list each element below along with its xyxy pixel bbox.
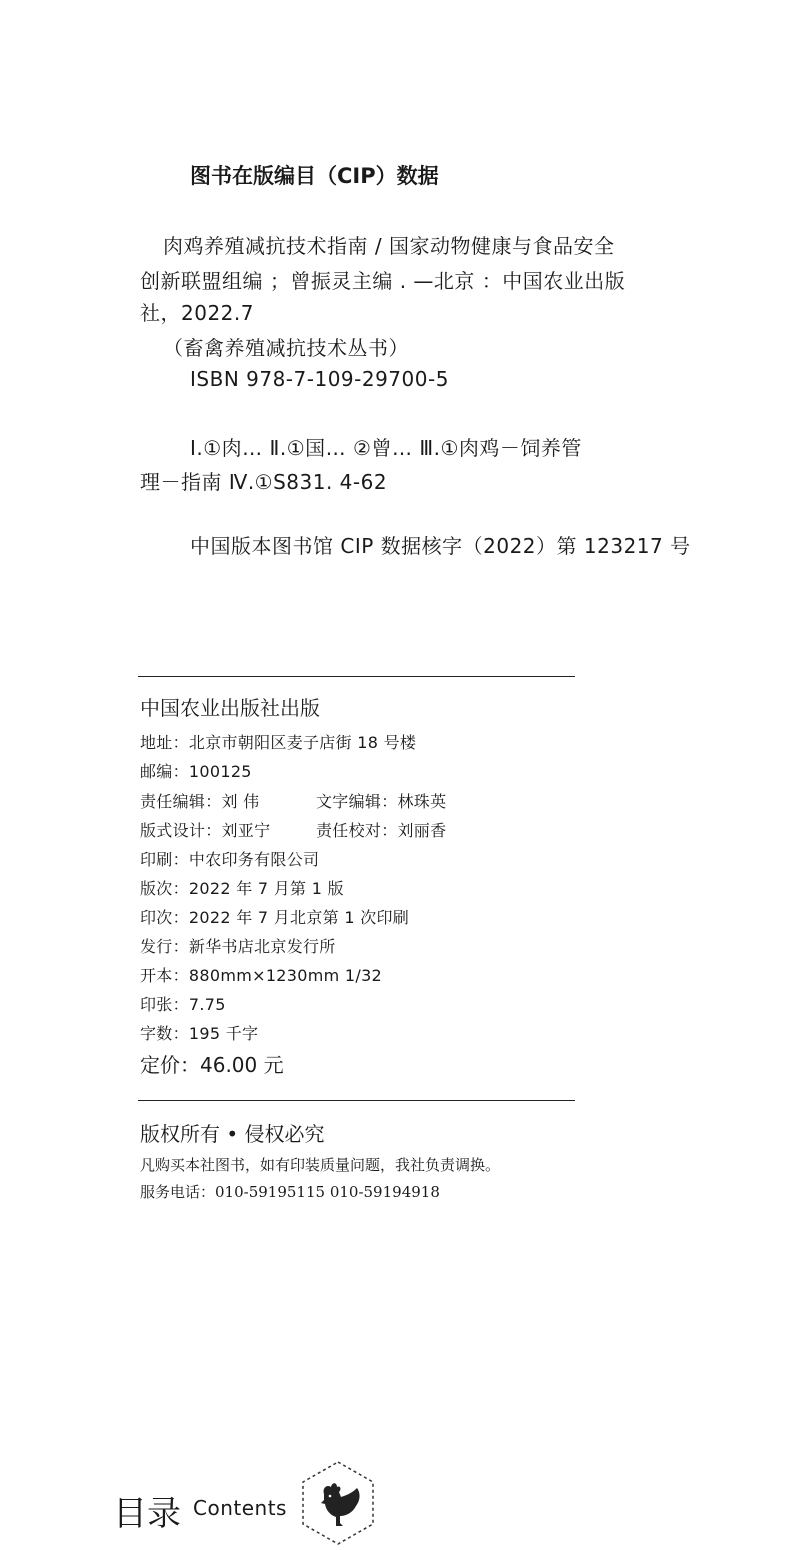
distributor: 发行：新华书店北京发行所: [140, 937, 336, 956]
cip-isbn: ISBN 978-7-109-29700-5: [190, 367, 449, 391]
cip-series: （畜禽养殖减抗技术丛书）: [163, 336, 409, 360]
cip-title: 图书在版编目（CIP）数据: [190, 164, 439, 188]
publisher-name: 中国农业出版社出版: [140, 696, 320, 720]
book-format: 开本：880mm×1230mm 1/32: [140, 966, 383, 985]
cip-classification-1: Ⅰ.①肉… Ⅱ.①国… ②曾… Ⅲ.①肉鸡－饲养管: [190, 436, 582, 460]
cip-classification-2: 理－指南 Ⅳ.①S831. 4-62: [140, 470, 388, 494]
responsible-editor: 责任编辑：刘 伟: [140, 792, 260, 811]
replacement-notice: 凡购买本社图书，如有印装质量问题，我社负责调换。: [140, 1156, 501, 1174]
edition: 版次：2022 年 7 月第 1 版: [140, 879, 344, 898]
impression: 印次：2022 年 7 月北京第 1 次印刷: [140, 908, 410, 927]
cip-record-number: 中国版本图书馆 CIP 数据核字（2022）第 123217 号: [190, 534, 691, 558]
text-editor: 文字编辑：林珠英: [316, 792, 447, 811]
printed-sheets: 印张：7.75: [140, 995, 226, 1014]
cip-line-3: 社，2022.7: [140, 301, 254, 325]
price: 定价：46.00 元: [140, 1053, 284, 1077]
publisher-address: 地址：北京市朝阳区麦子店街 18 号楼: [140, 733, 417, 752]
proofreader: 责任校对：刘丽香: [316, 821, 447, 840]
publisher-postcode: 邮编：100125: [140, 762, 252, 781]
copyright-notice: 版权所有 • 侵权必究: [140, 1122, 325, 1146]
divider-bottom: [138, 1100, 575, 1101]
rooster-icon: [300, 1460, 376, 1546]
word-count: 字数：195 千字: [140, 1024, 259, 1043]
toc-subtitle: Contents: [193, 1496, 287, 1520]
printer: 印刷：中农印务有限公司: [140, 850, 320, 869]
cip-line-1: 肉鸡养殖减抗技术指南 / 国家动物健康与食品安全: [163, 234, 615, 258]
divider-top: [138, 676, 575, 677]
toc-title: 目录: [113, 1494, 181, 1534]
layout-designer: 版式设计：刘亚宁: [140, 821, 271, 840]
service-phone: 服务电话：010-59195115 010-59194918: [140, 1183, 440, 1201]
cip-line-2: 创新联盟组编 ；曾振灵主编 . —北京 ：中国农业出版: [140, 269, 626, 293]
